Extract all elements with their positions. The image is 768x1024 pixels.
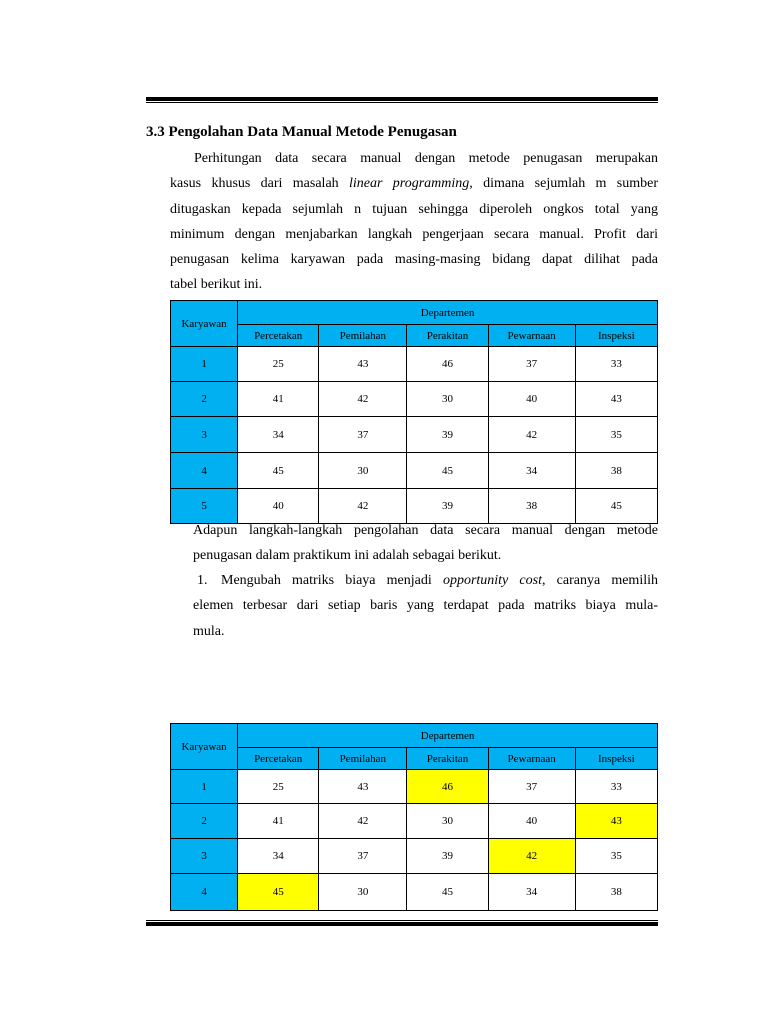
table-cell: 30 xyxy=(407,804,488,839)
header-departemen: Departemen xyxy=(238,301,658,325)
table-cell: 34 xyxy=(238,417,319,453)
column-header: Inspeksi xyxy=(575,748,657,770)
footer-rule xyxy=(146,920,658,926)
table-cell: 46 xyxy=(407,347,488,382)
row-id: 1 xyxy=(171,347,238,382)
row-id: 2 xyxy=(171,804,238,839)
column-header: Percetakan xyxy=(238,748,319,770)
table-cell: 42 xyxy=(319,489,407,524)
section-title: 3.3 Pengolahan Data Manual Metode Penugasan xyxy=(146,124,457,140)
table-cell: 45 xyxy=(575,489,657,524)
table-row xyxy=(171,770,658,804)
table-cell: 42 xyxy=(319,804,407,839)
row-id: 1 xyxy=(171,770,238,804)
row-id: 4 xyxy=(171,874,238,911)
table-row xyxy=(171,839,658,874)
column-header: Pewarnaan xyxy=(488,325,575,347)
row-id: 2 xyxy=(171,382,238,417)
column-header: Pewarnaan xyxy=(488,748,575,770)
text-line: elemen terbesar dari setiap baris yang terdapat pada matriks biaya mula- xyxy=(193,598,658,614)
table-row xyxy=(171,804,658,839)
row-id: 3 xyxy=(171,839,238,874)
column-header: Perakitan xyxy=(407,325,488,347)
header-karyawan: Karyawan xyxy=(171,301,238,347)
text-line: Adapun langkah-langkah pengolahan data secara manual dengan metode xyxy=(193,523,658,538)
header-karyawan: Karyawan xyxy=(171,724,238,770)
row-id: 3 xyxy=(171,417,238,453)
table-cell: 37 xyxy=(488,347,575,382)
table-row xyxy=(171,382,658,417)
table-cell: 33 xyxy=(575,347,657,382)
table-cell: 30 xyxy=(319,453,407,489)
text-line: mula. xyxy=(193,623,225,639)
table-cell: 34 xyxy=(488,874,575,911)
row-id: 4 xyxy=(171,453,238,489)
table-row xyxy=(171,874,658,911)
table-cell: 38 xyxy=(575,874,657,911)
text-line: penugasan dalam praktikum ini adalah sebagai berikut. xyxy=(193,548,502,564)
table-cell: 42 xyxy=(488,417,575,453)
table-cell: 43 xyxy=(319,347,407,382)
table-cell: 39 xyxy=(407,417,488,453)
highlighted-cell: 46 xyxy=(407,770,488,804)
italic-term: opportunity cost xyxy=(442,573,542,588)
table-cell: 43 xyxy=(575,382,657,417)
table-cell: 42 xyxy=(319,382,407,417)
highlighted-cell: 45 xyxy=(238,874,319,911)
italic-term: linear programming xyxy=(349,176,470,192)
step-number: 1. xyxy=(197,573,208,588)
table-cell: 45 xyxy=(407,453,488,489)
text-line: penugasan kelima karyawan pada masing-masing bidang dapat dilihat pada xyxy=(170,252,658,268)
table-cell: 39 xyxy=(407,839,488,874)
table-cell: 40 xyxy=(488,382,575,417)
text-line: kasus khusus dari masalah linear programming, dimana sejumlah m sumber xyxy=(170,176,658,192)
column-header: Pemilahan xyxy=(319,748,407,770)
column-header: Percetakan xyxy=(238,325,319,347)
table-cell: 37 xyxy=(319,417,407,453)
table-cell: 25 xyxy=(238,347,319,382)
table-cell: 45 xyxy=(238,453,319,489)
table-cell: 37 xyxy=(488,770,575,804)
step-1-paragraph xyxy=(193,568,658,644)
table-cell: 43 xyxy=(319,770,407,804)
table-cell: 38 xyxy=(575,453,657,489)
column-header-row xyxy=(171,325,658,347)
profit-table-1 xyxy=(170,300,658,524)
header-rule xyxy=(146,97,658,103)
table-cell: 41 xyxy=(238,382,319,417)
table-cell: 37 xyxy=(319,839,407,874)
table-cell: 35 xyxy=(575,417,657,453)
column-header: Inspeksi xyxy=(575,325,657,347)
table-row xyxy=(171,453,658,489)
table-row xyxy=(171,417,658,453)
intro-paragraph xyxy=(170,146,658,298)
table-cell: 40 xyxy=(238,489,319,524)
column-header: Pemilahan xyxy=(319,325,407,347)
text-line: ditugaskan kepada sejumlah n tujuan sehingga diperoleh ongkos total yang xyxy=(170,201,658,217)
highlighted-cell: 42 xyxy=(488,839,575,874)
table-cell: 38 xyxy=(488,489,575,524)
table-cell: 30 xyxy=(407,382,488,417)
table-cell: 33 xyxy=(575,770,657,804)
text-line: minimum dengan menjabarkan langkah pengerjaan secara manual. Profit dari xyxy=(170,226,658,242)
table-cell: 35 xyxy=(575,839,657,874)
column-header: Perakitan xyxy=(407,748,488,770)
header-departemen: Departemen xyxy=(238,724,658,748)
table-cell: 41 xyxy=(238,804,319,839)
table-cell: 34 xyxy=(238,839,319,874)
table-row xyxy=(171,347,658,382)
text-line: Perhitungan data secara manual dengan metode penugasan merupakan xyxy=(194,151,658,166)
steps-intro-paragraph xyxy=(193,518,658,569)
table-cell: 45 xyxy=(407,874,488,911)
table-cell: 30 xyxy=(319,874,407,911)
column-header-row xyxy=(171,748,658,770)
table-cell: 25 xyxy=(238,770,319,804)
highlighted-cell: 43 xyxy=(575,804,657,839)
row-id: 5 xyxy=(171,489,238,524)
table-cell: 39 xyxy=(407,489,488,524)
text-line: tabel berikut ini. xyxy=(170,277,263,293)
text-line: 1. Mengubah matriks biaya menjadi opportunity cost, caranya memilih xyxy=(193,568,658,593)
table-cell: 40 xyxy=(488,804,575,839)
profit-table-2 xyxy=(170,723,658,911)
table-cell: 34 xyxy=(488,453,575,489)
